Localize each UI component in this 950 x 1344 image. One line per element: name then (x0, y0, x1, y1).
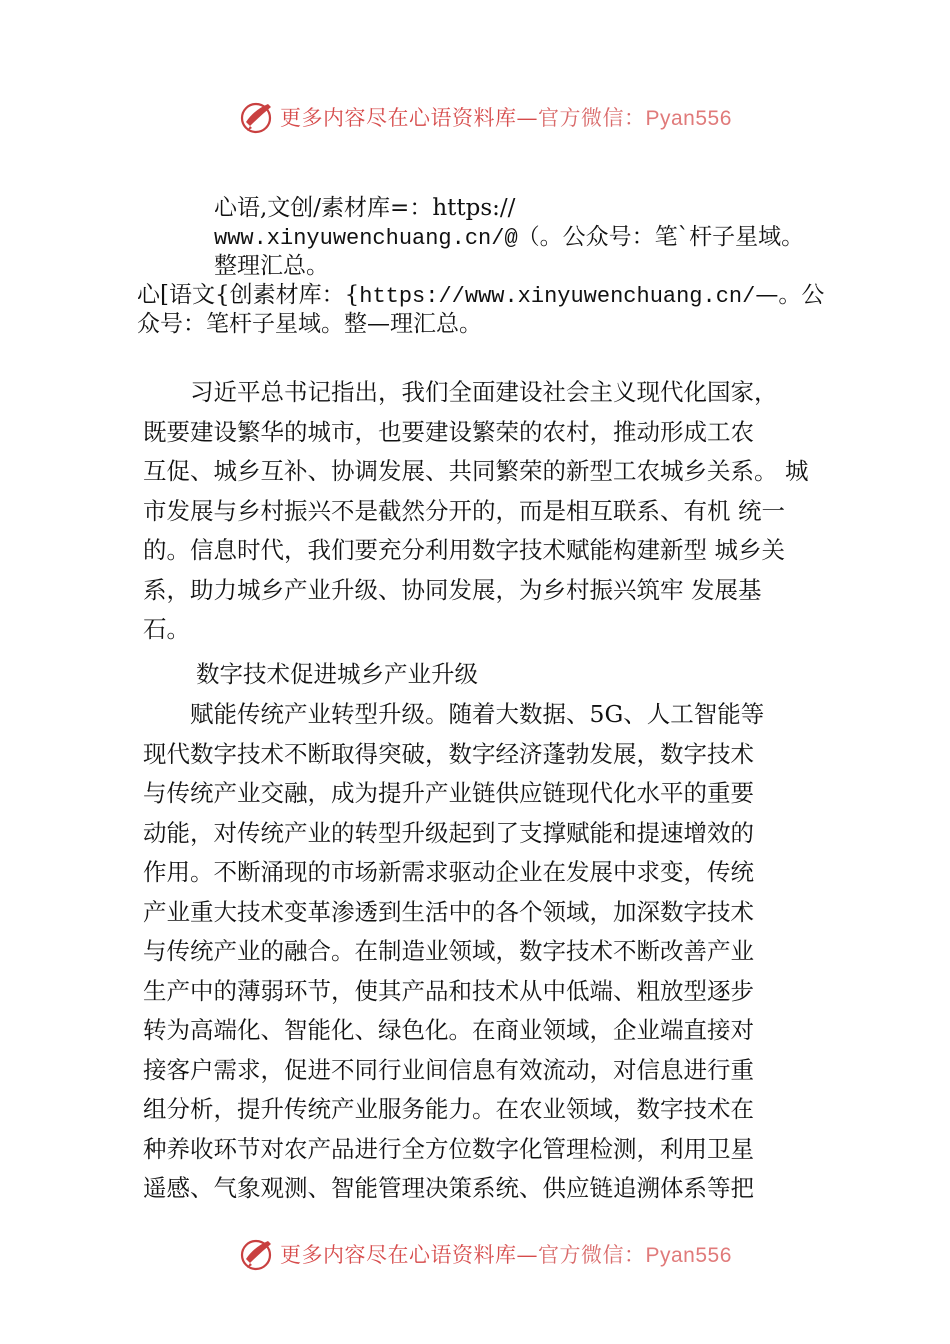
source-line-1: 心语,文创/素材库=：https:// (214, 195, 516, 221)
header-watermark-banner (0, 96, 950, 136)
section-heading: 数字技术促进城乡产业升级 (196, 660, 478, 688)
footer-watermark-banner (0, 1233, 950, 1273)
source-line-2: www.xinyuwenchuang.cn/@（。公众号：笔`杆子星域。 (214, 224, 805, 251)
source-line-5: 众号：笔杆子星域。整—理汇总。 (137, 311, 482, 337)
source-line-4: 心[语文{创素材库：{https://www.xinyuwenchuang.cn/—。公 (137, 282, 825, 309)
paragraph-body: 赋能传统产业转型升级。随着大数据、5G、人工智能等 现代数字技术不断取得突破，数字经济蓬勃发展，数字技术 与传统产业交融，成为提升产业链供应链现代化水平的重要 动能，对传统产业的转型升级起到了支撑赋能和提速增效的 作用。不断涌现的市场新需求驱动企业在发展中求变，传统 产业重大技术变革渗透到生活中的各个领域，加深数字技术 与传统产业的融合。在制造业领域，数字技术不断改善产业 生产中的薄弱环节，使其产品和技术从中低端、粗放型逐步 转为高端化、智能化、绿色化。在商业领域，企业端直接对 接客户需求，促进不同行业间信息有效流动，对信息进行重 组分析，提升传统产业服务能力。在农业领域，数字技术在 种养收环节对农产品进行全方位数字化管理检测，利用卫星 遥感、气象观测、智能管理决策系统、供应链追溯体系等把 (143, 700, 765, 1202)
banner-text: 更多内容尽在心语资料库—官方微信：Pyan556 (280, 1243, 732, 1267)
paragraph-intro: 习近平总书记指出，我们全面建设社会主义现代化国家， 既要建设繁华的城市，也要建设繁荣的农村，推动形成工农 互促、城乡互补、协调发展、共同繁荣的新型工农城乡关系。 城 市发展与乡村振兴不是截然分开的，而是相互联系、有机 统一 的。信息时代，我们要充分利用数字技术赋能构建新型 城乡关 系，助力城乡产业升级、协同发展，为乡村振兴筑牢 发展基 石。 (143, 378, 809, 643)
pen-logo-icon (238, 1233, 278, 1273)
banner-text: 更多内容尽在心语资料库—官方微信：Pyan556 (280, 106, 732, 130)
source-line-3: 整理汇总。 (214, 253, 329, 279)
pen-logo-icon (238, 96, 278, 136)
